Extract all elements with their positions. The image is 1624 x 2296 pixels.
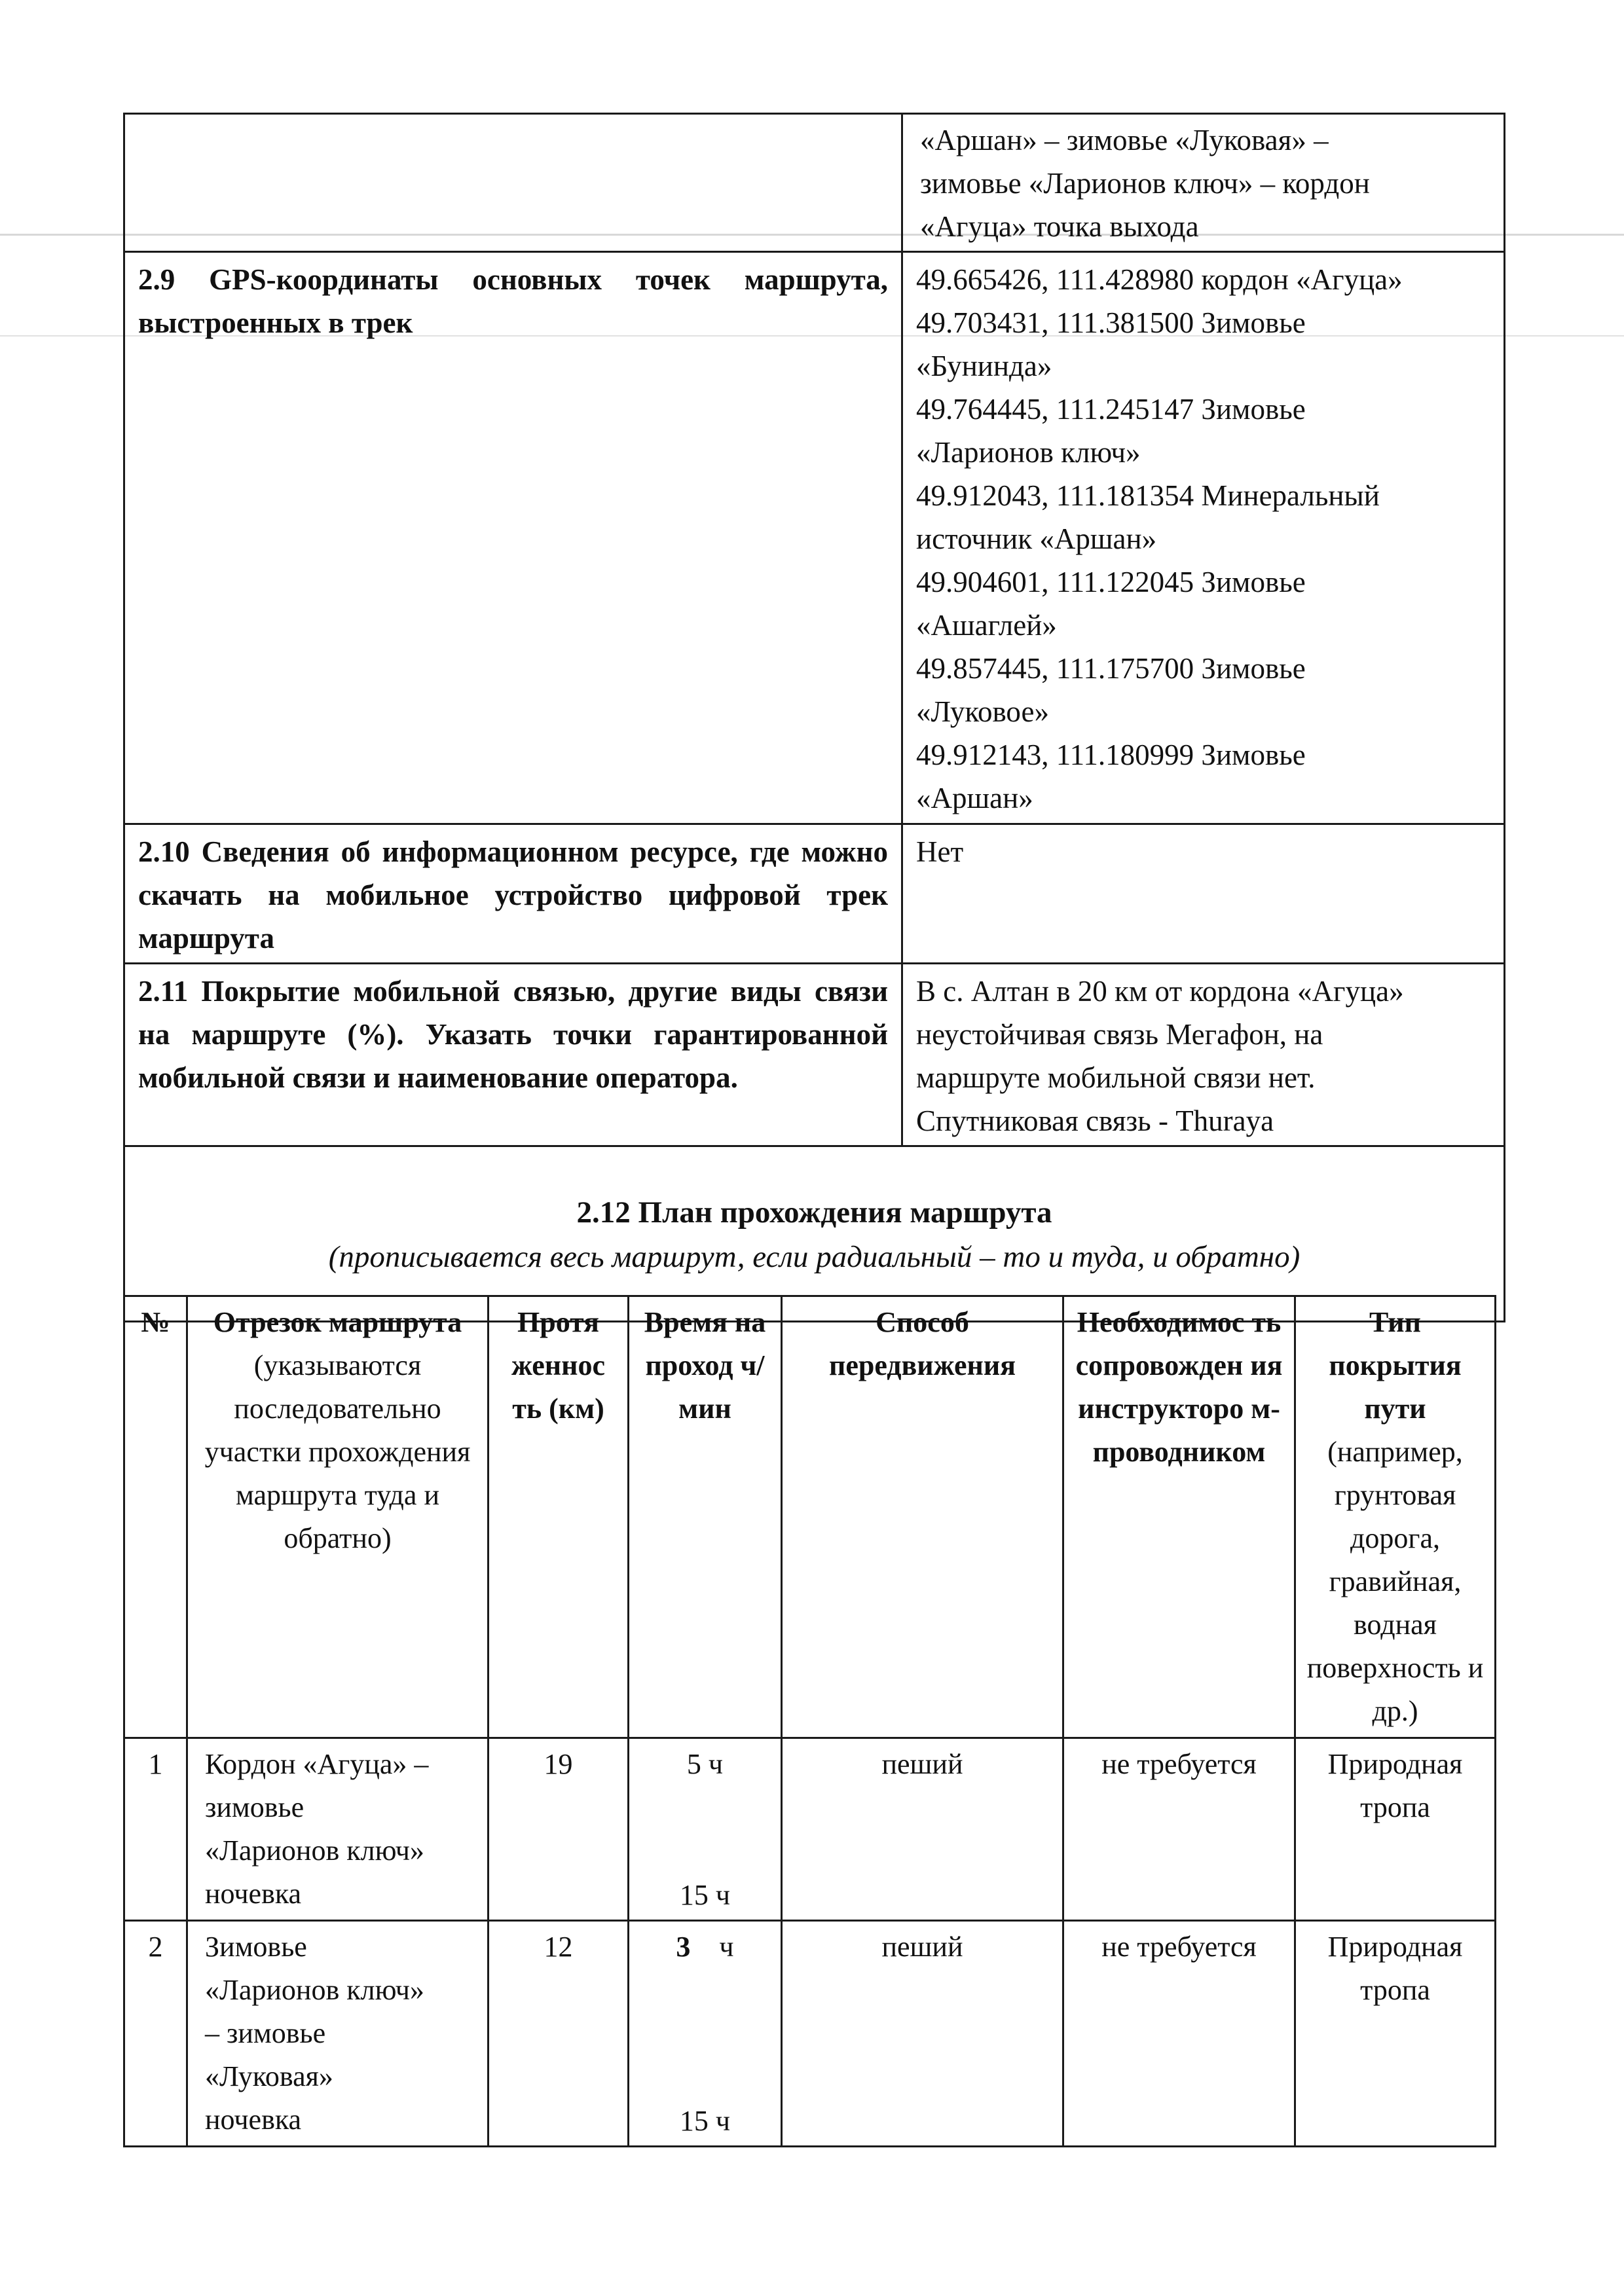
continuation-row — [124, 114, 1505, 252]
gps-line: 49.857445, 111.175700 Зимовье — [916, 652, 1306, 685]
row-number: 2 — [124, 1921, 187, 2147]
time-top-unit: ч — [719, 1931, 734, 1963]
time-top-number: 3 — [676, 1931, 691, 1963]
segment-time — [629, 1738, 782, 1921]
segment-line: – зимовье — [205, 2017, 326, 2049]
gps-line: «Аршан» — [916, 782, 1033, 814]
table-row — [124, 1738, 1496, 1921]
surface-type: Природная тропа — [1295, 1921, 1496, 2147]
col-header-surface — [1295, 1296, 1496, 1738]
continuation-line: «Аршан» – зимовье «Луковая» – — [920, 124, 1329, 156]
route-plan-subtitle: (прописывается весь маршрут, если радиальный – то и туда, и обратно) — [328, 1240, 1301, 1274]
segment-length: 12 — [489, 1921, 629, 2147]
coverage-line: неустойчивая связь Мегафон, на — [916, 1018, 1323, 1051]
col-header-surface-title: Тип покрытия пути — [1329, 1306, 1462, 1425]
segment-line: зимовье — [205, 1791, 304, 1823]
col-header-segment-note: (указываются последовательно участки прохождения маршрута туда и обратно) — [204, 1349, 471, 1554]
segment-line: ночевка — [205, 1878, 302, 1910]
continuation-right-cell — [902, 114, 1505, 252]
segment-length: 19 — [489, 1738, 629, 1921]
track-resource-value: Нет — [902, 824, 1505, 964]
gps-line: источник «Аршан» — [916, 522, 1157, 555]
gps-label: 2.9 GPS-координаты основных точек маршрута, выстроенных в трек — [124, 252, 902, 824]
continuation-line: зимовье «Ларионов ключ» – кордон — [920, 167, 1370, 200]
gps-line: «Луковое» — [916, 695, 1049, 728]
guide-requirement: не требуется — [1063, 1921, 1295, 2147]
segment-line: «Ларионов ключ» — [205, 1834, 424, 1867]
time-top — [635, 1925, 775, 1969]
surface-type: Природная тропа — [1295, 1738, 1496, 1921]
segment-line: Кордон «Агуца» – — [205, 1748, 429, 1780]
gps-line: 49.912043, 111.181354 Минеральный — [916, 479, 1380, 512]
route-plan-table — [123, 1295, 1496, 2147]
coverage-line: В с. Алтан в 20 км от кордона «Агуца» — [916, 975, 1404, 1008]
segment-line: «Луковая» — [205, 2060, 333, 2092]
col-header-number: № — [124, 1296, 187, 1738]
col-header-segment-title: Отрезок маршрута — [213, 1306, 462, 1338]
gps-line: «Ашаглей» — [916, 609, 1057, 642]
gps-coordinates-cell — [902, 252, 1505, 824]
mobile-coverage-label: 2.11 Покрытие мобильной связью, другие виды связи на маршруте (%). Указать точки гарантированной мобильной связи и наименование оператора. — [124, 964, 902, 1146]
gps-line: 49.703431, 111.381500 Зимовье — [916, 306, 1306, 339]
row-2-10 — [124, 824, 1505, 964]
route-plan-header-row — [124, 1296, 1496, 1738]
row-number: 1 — [124, 1738, 187, 1921]
route-plan-title: 2.12 План прохождения маршрута — [576, 1195, 1052, 1230]
row-2-9 — [124, 252, 1505, 824]
gps-line: 49.904601, 111.122045 Зимовье — [916, 566, 1306, 598]
gps-line: 49.665426, 111.428980 кордон «Агуца» — [916, 263, 1403, 296]
movement-method: пеший — [782, 1921, 1063, 2147]
segment-line: ночевка — [205, 2104, 302, 2136]
route-segment — [187, 1738, 489, 1921]
time-bottom: 15 ч — [679, 1879, 731, 1911]
col-header-segment — [187, 1296, 489, 1738]
segment-time — [629, 1921, 782, 2147]
continuation-left-cell — [124, 114, 902, 252]
col-header-method: Способ передвижения — [782, 1296, 1063, 1738]
time-top: 5 ч — [686, 1748, 724, 1780]
coverage-line: маршруте мобильной связи нет. — [916, 1061, 1316, 1094]
segment-line: «Ларионов ключ» — [205, 1974, 424, 2006]
segment-line: Зимовье — [205, 1931, 307, 1963]
coverage-line: Спутниковая связь - Thuraya — [916, 1104, 1274, 1137]
gps-line: 49.764445, 111.245147 Зимовье — [916, 393, 1306, 426]
mobile-coverage-cell — [902, 964, 1505, 1146]
col-header-time: Время на проход ч/мин — [629, 1296, 782, 1738]
gps-line: «Бунинда» — [916, 350, 1052, 382]
movement-method: пеший — [782, 1738, 1063, 1921]
track-resource-label: 2.10 Сведения об информационном ресурсе, где можно скачать на мобильное устройство цифровой трек маршрута — [124, 824, 902, 964]
col-header-length: Протя женнос ть (км) — [489, 1296, 629, 1738]
route-segment — [187, 1921, 489, 2147]
route-info-table — [123, 113, 1505, 1322]
continuation-line: «Агуца» точка выхода — [920, 210, 1199, 243]
time-bottom: 15 ч — [679, 2105, 731, 2137]
row-2-11 — [124, 964, 1505, 1146]
gps-line: «Ларионов ключ» — [916, 436, 1141, 469]
guide-requirement: не требуется — [1063, 1738, 1295, 1921]
col-header-surface-note: (например, грунтовая дорога, гравийная, водная поверхность и др.) — [1306, 1436, 1484, 1727]
col-header-guide: Необходимос ть сопровожден ия инструкторо м- проводником — [1063, 1296, 1295, 1738]
table-row — [124, 1921, 1496, 2147]
gps-line: 49.912143, 111.180999 Зимовье — [916, 738, 1306, 771]
